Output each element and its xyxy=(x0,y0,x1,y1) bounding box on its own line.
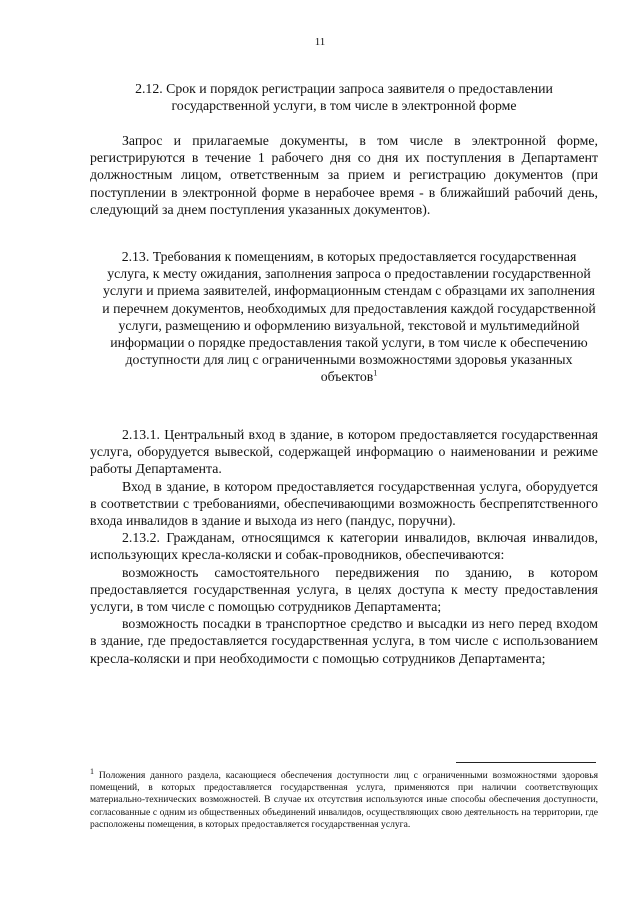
paragraph-movement: возможность самостоятельного передвижения по зданию, в котором предоставляется государственная услуга, в целях доступа к месту предоставления услуги, в том числе с помощью сотрудников Департамента; xyxy=(90,564,598,615)
paragraph-2-13-1: 2.13.1. Центральный вход в здание, в котором предоставляется государственная услуга, оборудуется вывеской, содержащей информацию о наименовании и режиме работы Департамента. xyxy=(90,427,598,477)
section-2-13-heading xyxy=(100,248,598,386)
footnote-mark: 1 xyxy=(90,766,94,776)
footnote-divider xyxy=(456,762,596,763)
section-2-12-heading-line2: государственной услуги, в том числе в электронной форме xyxy=(171,98,517,114)
paragraph-transport: возможность посадки в транспортное средство и высадки из него перед входом в здание, где предоставляется государственная услуга, в том числе с использованием кресла-коляски и при необходимости с помощью сотрудников Департамента; xyxy=(90,616,598,666)
section-2-12-heading-line1: 2.12. Срок и порядок регистрации запроса заявителя о предоставлении xyxy=(135,81,553,96)
paragraph-2-13-2: 2.13.2. Гражданам, относящимся к категории инвалидов, включая инвалидов, использующих кресла-коляски и собак-проводников, обеспечиваются: xyxy=(90,530,598,563)
section-2-13-body xyxy=(90,426,598,667)
section-2-12-paragraph: Запрос и прилагаемые документы, в том числе в электронной форме, регистрируются в течение 1 рабочего дня со дня их поступления в Департамент должностным лицом, ответственным за прием и регистрацию документов (при поступлении в электронной форме в нерабочее время - в ближайший рабочий день, следующий за днем поступления указанных документов). xyxy=(90,133,598,217)
footnote-text: Положения данного раздела, касающиеся обеспечения доступности лиц с ограниченными возможностями здоровья помещений, в которых предоставляется государственная услуга, применяются при наличии соответствующих материально-технических возможностей. В случае их отсутствия используются иные способы обеспечения доступности, согласованные с одним из общественных объединений инвалидов, осуществляющих свою деятельность на территории, где расположены помещения, в которых предоставляется государственная услуга. xyxy=(90,770,598,830)
section-2-13-heading-text: 2.13. Требования к помещениям, в которых предоставляется государственная услуга, к месту ожидания, заполнения запроса о предоставлении государственной услуги и приема заявителей, информационным стендам с образцами их заполнения и перечнем документов, необходимых для предоставления каждой государственной услуги, размещению и оформлению визуальной, текстовой и мультимедийной информации о порядке предоставления такой услуги, в том числе к обеспечению доступности для лиц с ограниченными возможностями здоровья указанных объектов xyxy=(102,249,596,385)
footnote xyxy=(90,766,598,831)
section-2-12-heading xyxy=(90,80,598,114)
section-2-12-body xyxy=(90,132,598,218)
page-number: 11 xyxy=(314,36,326,48)
footnote-reference: 1 xyxy=(373,368,378,378)
paragraph-entrance: Вход в здание, в котором предоставляется государственная услуга, оборудуется в соответствии с требованиями, обеспечивающими возможность беспрепятственного входа инвалидов в здание и выхода из него (пандус, поручни). xyxy=(90,478,598,529)
